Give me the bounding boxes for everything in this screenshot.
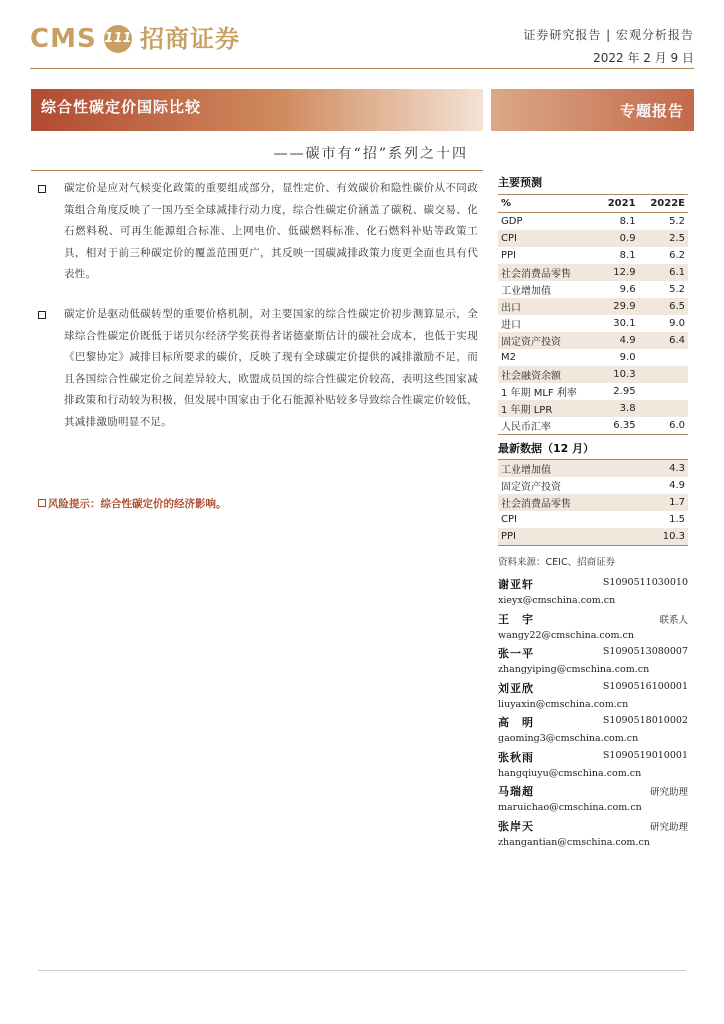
table-cell: 12.9 xyxy=(597,264,638,281)
table-row xyxy=(498,511,688,528)
table-cell: 9.0 xyxy=(669,318,685,329)
analyst-email[interactable]: liuyaxin@cmschina.com.cn xyxy=(498,698,629,710)
table-cell: CPI xyxy=(498,230,597,247)
analyst-name: 张岸天 xyxy=(498,819,534,833)
bullet-square-icon xyxy=(38,311,46,319)
table-cell: 工业增加值 xyxy=(498,460,636,477)
table-row xyxy=(498,332,688,349)
analyst-name: 王 宇 xyxy=(498,612,534,626)
table-cell: 6.0 xyxy=(669,420,685,431)
bullet-square-icon xyxy=(38,185,46,193)
table-cell: 30.1 xyxy=(613,318,636,329)
analyst-email[interactable]: hangqiuyu@cmschina.com.cn xyxy=(498,767,642,779)
analyst-entry xyxy=(498,782,688,817)
table-cell: 1 年期 LPR xyxy=(498,400,597,417)
table-row xyxy=(498,528,688,545)
table-row xyxy=(498,383,688,400)
table-cell: 6.1 xyxy=(639,264,688,281)
analyst-code: S1090519010001 xyxy=(602,749,688,761)
analyst-code: 研究助理 xyxy=(649,821,688,833)
table-cell xyxy=(639,349,688,366)
table-row xyxy=(498,366,688,383)
header-divider xyxy=(30,68,694,69)
analyst-entry xyxy=(498,679,688,714)
table-cell: 工业增加值 xyxy=(501,286,551,297)
table-cell: 社会融资余额 xyxy=(498,366,597,383)
table-row xyxy=(498,264,688,281)
bullet-square-icon xyxy=(38,499,46,507)
table-cell xyxy=(639,366,688,383)
analyst-email[interactable]: zhangantian@cmschina.com.cn xyxy=(498,836,650,848)
report-title: 综合性碳定价国际比较 xyxy=(41,98,202,116)
table-header-cell: 2022E xyxy=(639,195,688,213)
table-cell: 29.9 xyxy=(597,298,638,315)
analyst-entry xyxy=(498,748,688,783)
report-subtitle: ——碳市有“招”系列之十四 xyxy=(273,146,468,162)
analyst-entry xyxy=(498,817,688,852)
analyst-email[interactable]: gaoming3@cmschina.com.cn xyxy=(498,733,639,744)
cms-logo xyxy=(30,24,250,56)
table-cell: 1.7 xyxy=(636,494,688,511)
analyst-entry xyxy=(498,644,688,679)
analyst-email[interactable]: xieyx@cmschina.com.cn xyxy=(498,595,616,606)
table-row xyxy=(498,281,688,298)
forecast-panel xyxy=(498,174,688,435)
table-cell: 固定资产投资 xyxy=(498,332,597,349)
table-row xyxy=(498,213,688,231)
table-cell: 0.9 xyxy=(597,230,638,247)
latest-table xyxy=(498,460,688,545)
analyst-email[interactable]: wangy22@cmschina.com.cn xyxy=(498,629,634,641)
bullet-text: 碳定价是驱动低碳转型的重要价格机制，对主要国家的综合性碳定价初步测算显示，全球综合性碳定价既低于诺贝尔经济学奖获得者诺德豪斯估计的碳社会成本，也低于实现《巴黎协定》减排目标所要求的碳价，反映了现有全球碳定价提供的减排激励不足，而且各国综合性碳定价之间差异较大，欧盟成员国的综合性碳定价较高，表明这些国家减排政策和行动较为积极，但发展中国家由于化石能源补贴较多导致综合性碳定价较低，其减排激励明显不足。 xyxy=(64,308,478,428)
title-banner xyxy=(31,89,483,131)
analyst-code: 研究助理 xyxy=(649,787,688,798)
table-row xyxy=(498,477,688,494)
bullet-text: 碳定价是应对气候变化政策的重要组成部分，显性定价、有效碳价和隐性碳价从不同政策组合角度反映了一国乃至全球减排行动力度，综合性碳定价涵盖了碳税、碳交易、化石燃料税、可再生能源组合标准、上网电价、低碳燃料标准、化石燃料补贴等政策工具，相对于前三种碳定价的覆盖范围更广，其反映一国碳减排政策力度更全面也具有代表性。 xyxy=(64,182,478,280)
analyst-code: S1090511030010 xyxy=(602,577,688,588)
table-cell: PPI xyxy=(501,250,517,261)
latest-title: 最新数据（12 月） xyxy=(498,442,595,455)
forecast-bottom-rule xyxy=(498,434,688,435)
table-row xyxy=(498,400,688,417)
table-cell: 8.1 xyxy=(619,216,636,227)
table-header-cell: % xyxy=(498,195,597,213)
analyst-email[interactable]: maruichao@cmschina.com.cn xyxy=(498,802,642,813)
report-type: 证券研究报告 | 宏观分析报告 xyxy=(523,28,694,42)
table-row xyxy=(498,349,688,366)
forecast-title: 主要预测 xyxy=(498,176,542,189)
table-row xyxy=(498,247,688,264)
summary-bullet-2 xyxy=(38,304,478,433)
analyst-code: S1090516100001 xyxy=(602,680,688,692)
latest-panel xyxy=(498,440,688,568)
table-cell: M2 xyxy=(501,352,516,363)
table-row xyxy=(498,494,688,511)
analyst-entry xyxy=(498,575,688,610)
table-cell: 5.2 xyxy=(669,284,685,295)
analyst-name: 谢亚轩 xyxy=(498,578,534,591)
analyst-entry xyxy=(498,713,688,748)
table-cell: 出口 xyxy=(498,298,597,315)
table-cell: 10.3 xyxy=(597,366,638,383)
table-cell: 3.8 xyxy=(597,400,638,417)
analyst-entry xyxy=(498,610,688,645)
table-row xyxy=(498,417,688,434)
tag-banner xyxy=(491,89,694,131)
analyst-code: S1090513080007 xyxy=(602,646,688,657)
table-cell: 固定资产投资 xyxy=(501,482,561,493)
table-header-cell: 2021 xyxy=(597,195,638,213)
logo-latin: CMS xyxy=(30,24,97,54)
analyst-name: 马瑞超 xyxy=(498,785,534,798)
risk-text: 风险提示：综合性碳定价的经济影响。 xyxy=(48,498,227,510)
forecast-table xyxy=(498,195,688,434)
table-cell xyxy=(639,400,688,417)
analyst-name: 张一平 xyxy=(498,647,534,660)
table-cell xyxy=(639,383,688,400)
analyst-name: 高 明 xyxy=(498,716,534,729)
table-cell: 4.9 xyxy=(597,332,638,349)
table-cell: 2.95 xyxy=(613,386,636,397)
analyst-list xyxy=(498,575,688,851)
table-cell: CPI xyxy=(501,514,517,525)
table-cell: 4.9 xyxy=(669,480,685,491)
table-cell: 9.6 xyxy=(619,284,636,295)
table-cell: 1.5 xyxy=(669,514,685,525)
table-cell: 10.3 xyxy=(636,528,688,545)
table-cell: 社会消费品零售 xyxy=(498,494,636,511)
table-cell: 5.2 xyxy=(669,216,685,227)
table-header-row xyxy=(498,195,688,213)
table-cell: 8.1 xyxy=(619,250,636,261)
analyst-email[interactable]: zhangyiping@cmschina.com.cn xyxy=(498,664,650,675)
table-row xyxy=(498,315,688,332)
summary-bullet-1 xyxy=(38,178,478,286)
table-cell: 9.0 xyxy=(619,352,636,363)
subtitle-divider xyxy=(31,170,483,171)
analyst-code: S1090518010002 xyxy=(602,715,688,726)
table-row xyxy=(498,460,688,477)
table-cell: 6.5 xyxy=(639,298,688,315)
analyst-code: 联系人 xyxy=(659,614,688,626)
analyst-name: 刘亚欣 xyxy=(498,681,534,695)
table-row xyxy=(498,298,688,315)
table-cell: 6.35 xyxy=(613,420,636,431)
analyst-name: 张秋雨 xyxy=(498,750,534,764)
latest-bottom-rule xyxy=(498,545,688,546)
table-cell: 2.5 xyxy=(639,230,688,247)
data-source: 资料来源：CEIC、招商证券 xyxy=(498,557,616,568)
table-cell: 6.4 xyxy=(639,332,688,349)
table-cell: 社会消费品零售 xyxy=(498,264,597,281)
risk-warning xyxy=(38,496,227,511)
table-cell: 1 年期 MLF 利率 xyxy=(501,388,577,399)
report-date: 2022 年 2 月 9 日 xyxy=(593,51,694,65)
table-cell: 进口 xyxy=(501,320,521,331)
table-cell: GDP xyxy=(501,216,523,227)
logo-chinese: 招商证券 xyxy=(140,25,240,53)
table-cell: 4.3 xyxy=(636,460,688,477)
report-tag: 专题报告 xyxy=(619,102,684,120)
table-cell: 6.2 xyxy=(669,250,685,261)
header-meta xyxy=(523,26,694,66)
logo-emblem-icon: 111 xyxy=(104,25,132,53)
table-cell: PPI xyxy=(498,528,636,545)
footer-divider xyxy=(38,970,686,971)
table-cell: 人民币汇率 xyxy=(501,422,551,433)
table-row xyxy=(498,230,688,247)
